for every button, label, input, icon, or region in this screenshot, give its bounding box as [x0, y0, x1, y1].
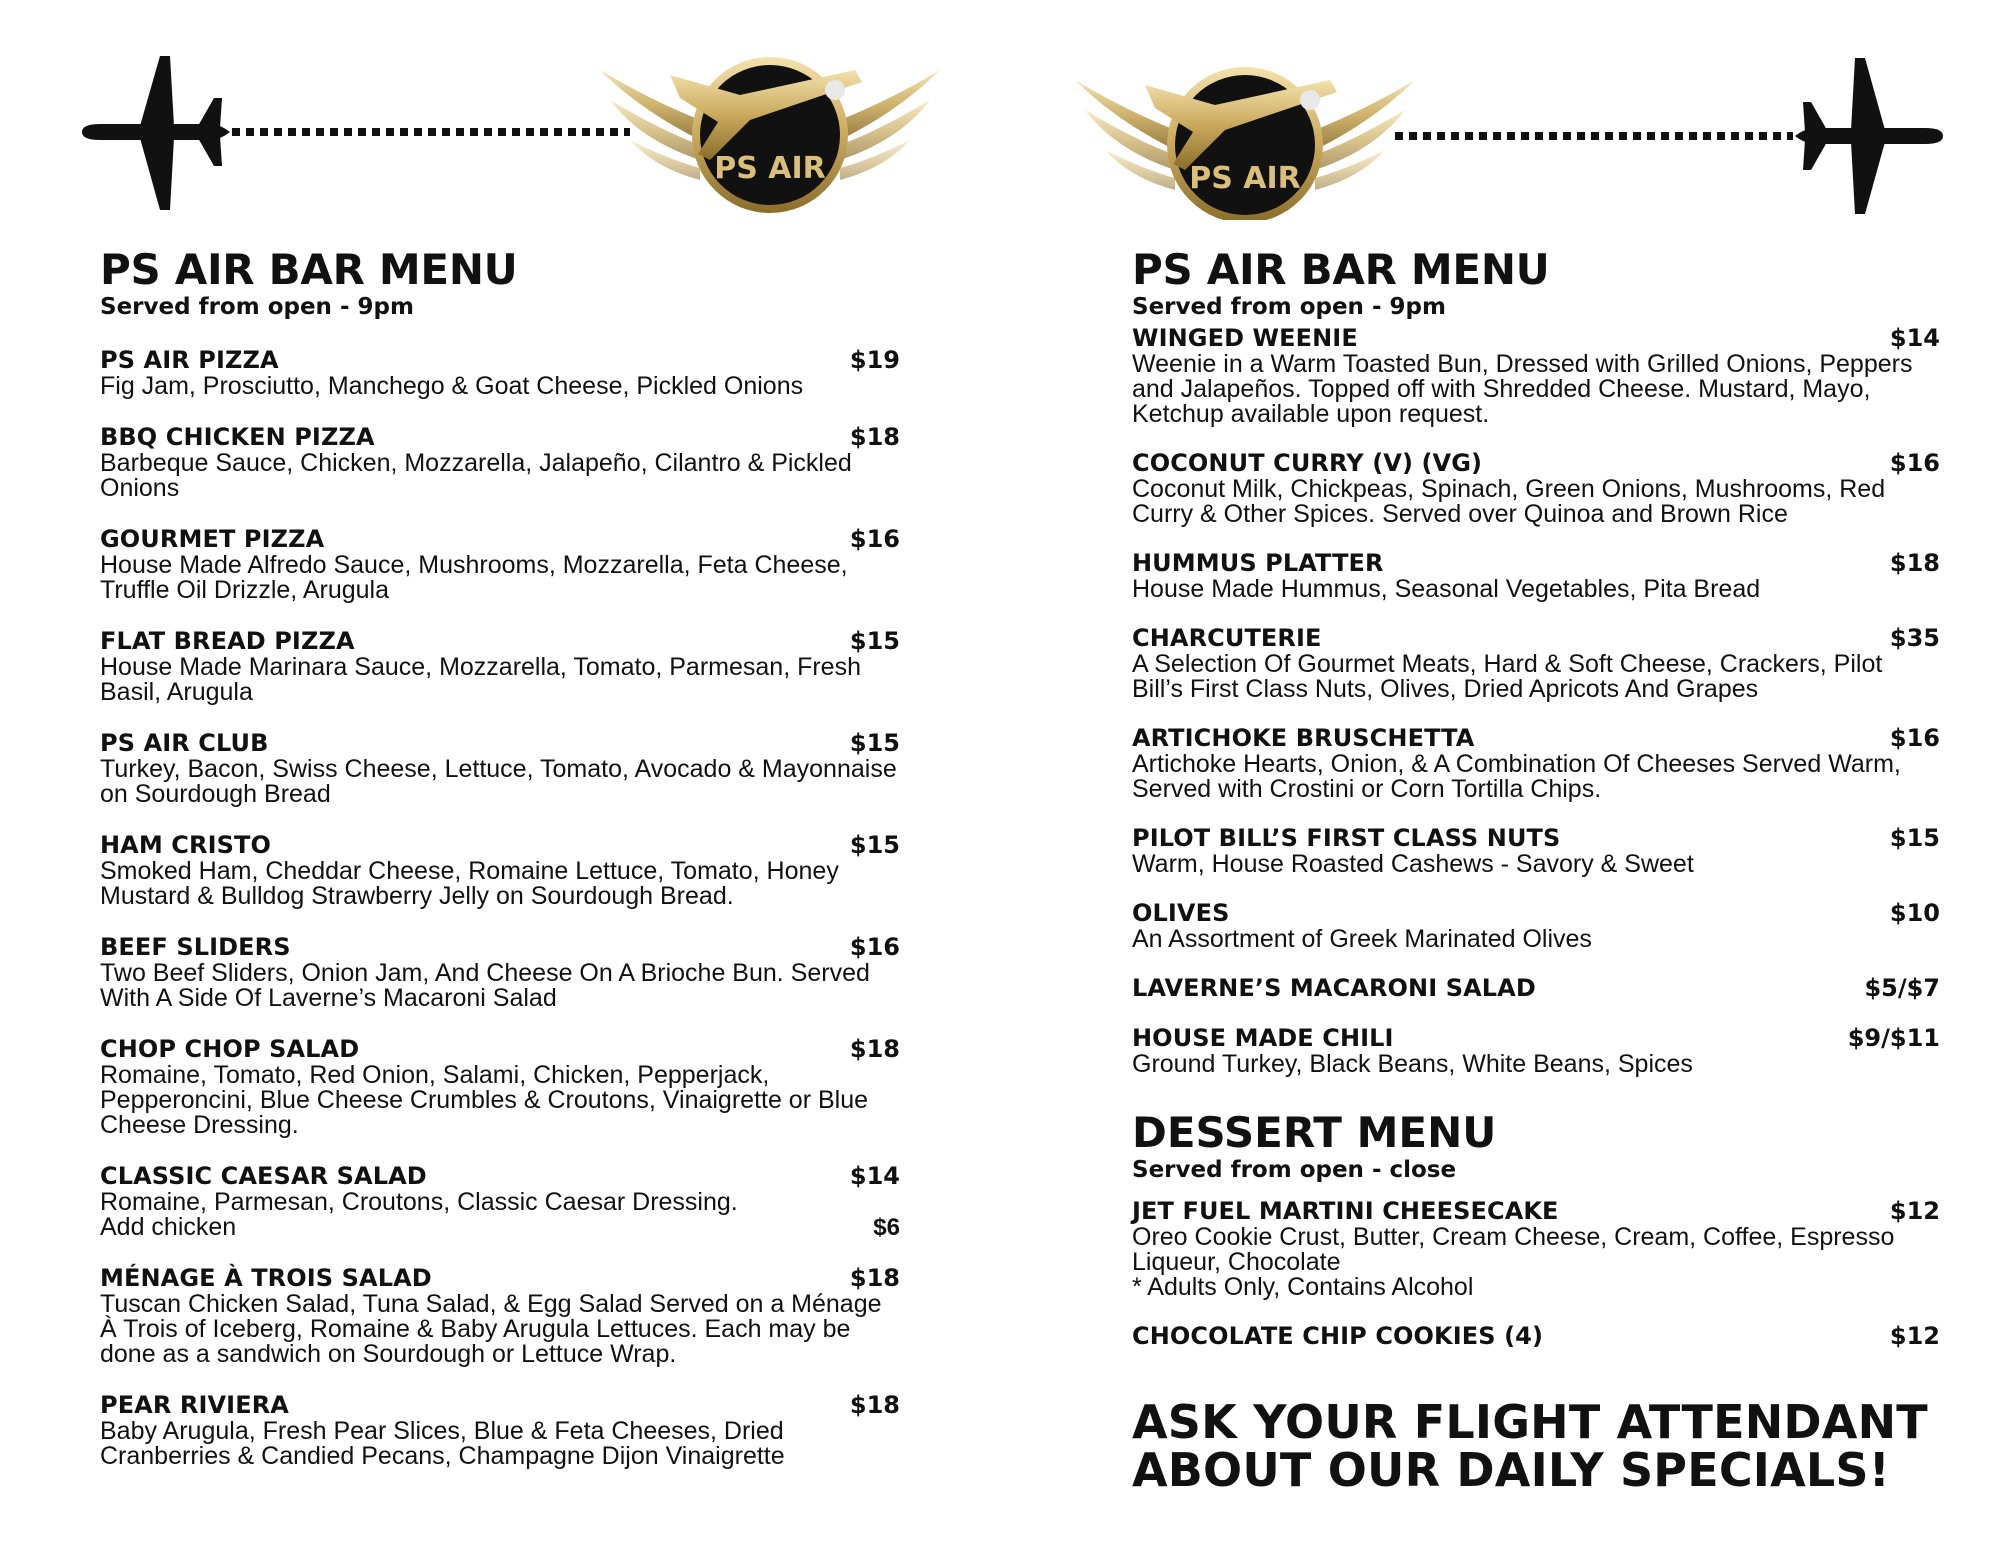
callout-line-2: ABOUT OUR DAILY SPECIALS!: [1132, 1443, 1890, 1498]
menu-item: [100, 933, 900, 1011]
svg-text:PS AIR: PS AIR: [1189, 161, 1301, 196]
menu-item: [1132, 1322, 1940, 1350]
menu-item: [100, 831, 900, 909]
menu-item-price: $9/$11: [1847, 1024, 1940, 1053]
menu-item-price: $12: [1889, 1322, 1940, 1351]
menu-item-price: $16: [849, 525, 900, 554]
dessert-items-list: [1132, 1197, 1940, 1350]
menu-item-name: CHARCUTERIE: [1132, 624, 1322, 653]
menu-item-price: $35: [1889, 624, 1940, 653]
menu-item-price: $14: [1889, 324, 1940, 353]
menu-item-description: Warm, House Roasted Cashews - Savory & Sweet: [1132, 850, 1694, 879]
menu-item-price: $15: [1889, 824, 1940, 853]
menu-item-name: BEEF SLIDERS: [100, 933, 291, 962]
menu-item-name: ARTICHOKE BRUSCHETTA: [1132, 724, 1475, 753]
menu-item-price: $16: [849, 933, 900, 962]
page-title: PS AIR BAR MENU: [100, 245, 518, 294]
menu-item-header: [100, 423, 900, 451]
menu-item: [1132, 324, 1940, 427]
menu-item-description: Ground Turkey, Black Beans, White Beans, Spices: [1132, 1050, 1693, 1079]
menu-item-name: JET FUEL MARTINI CHEESECAKE: [1132, 1197, 1559, 1226]
menu-item-header: [1132, 974, 1940, 1002]
menu-item: [100, 1162, 900, 1240]
menu-item-name: CHOP CHOP SALAD: [100, 1035, 360, 1064]
menu-item-name: PILOT BILL’S FIRST CLASS NUTS: [1132, 824, 1561, 853]
menu-item: [1132, 899, 1940, 952]
svg-text:PS AIR: PS AIR: [714, 151, 826, 186]
menu-item-header: [100, 1391, 900, 1419]
right-banner: [1065, 40, 1955, 220]
menu-item-description: House Made Hummus, Seasonal Vegetables, Pita Bread: [1132, 575, 1761, 604]
menu-item-note: * Adults Only, Contains Alcohol: [1132, 1273, 1474, 1302]
menu-item-description: Barbeque Sauce, Chicken, Mozzarella, Jalapeño, Cilantro & Pickled Onions: [100, 449, 852, 503]
ps-air-winged-logo: [600, 57, 940, 213]
left-menu-content: [100, 245, 900, 1471]
menu-item: [100, 1035, 900, 1138]
menu-item-name: PS AIR PIZZA: [100, 346, 279, 375]
menu-item-description: Romaine, Parmesan, Croutons, Classic Caesar Dressing.: [100, 1188, 738, 1217]
menu-item: [1132, 549, 1940, 602]
menu-item-price: $12: [1889, 1197, 1940, 1226]
menu-item-header: [1132, 899, 1940, 927]
menu-item-header: [100, 1162, 900, 1190]
menu-item-name: GOURMET PIZZA: [100, 525, 325, 554]
menu-item: [100, 1264, 900, 1367]
menu-item-price: $15: [849, 627, 900, 656]
right-menu-page: [1000, 0, 2000, 1545]
menu-item: [1132, 724, 1940, 802]
menu-item: [1132, 974, 1940, 1002]
menu-item-name: PEAR RIVIERA: [100, 1391, 289, 1420]
menu-item-header: [100, 1264, 900, 1292]
menu-item: [1132, 449, 1940, 527]
menu-item-price: $16: [1889, 724, 1940, 753]
menu-item-description: House Made Alfredo Sauce, Mushrooms, Mozzarella, Feta Cheese, Truffle Oil Drizzle, Arugula: [100, 551, 848, 605]
menu-item-description: Weenie in a Warm Toasted Bun, Dressed with Grilled Onions, Peppers and Jalapeños. Topped off with Shredded Cheese. Mustard, Mayo, Ketchup available upon request.: [1132, 350, 1913, 429]
menu-item-price: $10: [1889, 899, 1940, 928]
menu-item-description: Smoked Ham, Cheddar Cheese, Romaine Lettuce, Tomato, Honey Mustard & Bulldog Strawberry Jelly on Sourdough Bread.: [100, 857, 839, 911]
menu-item-header: [100, 525, 900, 553]
menu-item-name: CLASSIC CAESAR SALAD: [100, 1162, 427, 1191]
menu-item-name: BBQ CHICKEN PIZZA: [100, 423, 375, 452]
served-hours: Served from open - 9pm: [1132, 294, 1446, 321]
menu-item-price: $19: [849, 346, 900, 375]
daily-specials-callout: [1132, 1395, 1940, 1498]
menu-item-price: $18: [849, 1391, 900, 1420]
page-title: PS AIR BAR MENU: [1132, 245, 1550, 294]
dessert-served-hours: Served from open - close: [1132, 1157, 1457, 1184]
menu-item-header: [1132, 824, 1940, 852]
menu-item-description: Fig Jam, Prosciutto, Manchego & Goat Cheese, Pickled Onions: [100, 372, 804, 401]
callout-line-1: ASK YOUR FLIGHT ATTENDANT: [1132, 1395, 1928, 1450]
served-hours: Served from open - 9pm: [100, 294, 414, 321]
menu-item-description: A Selection Of Gourmet Meats, Hard & Soft Cheese, Crackers, Pilot Bill’s First Class Nuts, Olives, Dried Apricots And Grapes: [1132, 650, 1883, 704]
menu-item-header: [100, 346, 900, 374]
menu-item-header: [1132, 624, 1940, 652]
menu-item: [100, 346, 900, 399]
menu-item-price: $18: [849, 423, 900, 452]
menu-item: [1132, 1197, 1940, 1300]
menu-item-header: [1132, 324, 1940, 352]
addon-label: Add chicken: [100, 1213, 237, 1242]
menu-item-description: Oreo Cookie Crust, Butter, Cream Cheese, Cream, Coffee, Espresso Liqueur, Chocolate: [1132, 1223, 1895, 1277]
menu-item-name: COCONUT CURRY (V) (VG): [1132, 449, 1483, 478]
menu-item-name: HUMMUS PLATTER: [1132, 549, 1384, 578]
menu-item-header: [1132, 1322, 1940, 1350]
menu-item-header: [100, 627, 900, 655]
menu-item-description: An Assortment of Greek Marinated Olives: [1132, 925, 1592, 954]
menu-item: [1132, 1024, 1940, 1077]
menu-item-header: [100, 729, 900, 757]
right-items-list: [1132, 324, 1940, 1077]
menu-item-price: $14: [849, 1162, 900, 1191]
menu-item-name: OLIVES: [1132, 899, 1230, 928]
menu-item-header: [1132, 1024, 1940, 1052]
menu-item-name: FLAT BREAD PIZZA: [100, 627, 355, 656]
menu-item-description: Romaine, Tomato, Red Onion, Salami, Chicken, Pepperjack, Pepperoncini, Blue Cheese Crumbles & Croutons, Vinaigrette or Blue Cheese Dressing.: [100, 1061, 869, 1140]
menu-item: [100, 423, 900, 501]
left-banner: [70, 40, 950, 220]
menu-item-description: Turkey, Bacon, Swiss Cheese, Lettuce, Tomato, Avocado & Mayonnaise on Sourdough Bread: [100, 755, 897, 809]
ps-air-winged-logo: [1075, 67, 1415, 220]
menu-item: [1132, 624, 1940, 702]
menu-item-price: $18: [1889, 549, 1940, 578]
menu-item-description: Artichoke Hearts, Onion, & A Combination Of Cheeses Served Warm, Served with Crostini or Corn Tortilla Chips.: [1132, 750, 1901, 804]
menu-item-header: [1132, 724, 1940, 752]
addon-price: $6: [873, 1214, 900, 1242]
menu-item-header: [1132, 1197, 1940, 1225]
menu-item-header: [1132, 549, 1940, 577]
menu-item: [100, 525, 900, 603]
menu-item-price: $15: [849, 831, 900, 860]
menu-item-header: [100, 1035, 900, 1063]
menu-item-price: $16: [1889, 449, 1940, 478]
menu-item-description: Baby Arugula, Fresh Pear Slices, Blue & Feta Cheeses, Dried Cranberries & Candied Pecans, Champagne Dijon Vinaigrette: [100, 1417, 785, 1471]
menu-item-name: HOUSE MADE CHILI: [1132, 1024, 1394, 1053]
airplane-silhouette-icon: [1795, 58, 1943, 214]
airplane-silhouette-icon: [82, 56, 230, 210]
menu-item: [100, 729, 900, 807]
menu-item-name: MÉNAGE À TROIS SALAD: [100, 1264, 432, 1293]
menu-item-name: CHOCOLATE CHIP COOKIES (4): [1132, 1322, 1544, 1351]
menu-item-price: $5/$7: [1864, 974, 1940, 1003]
menu-item-addon: [100, 1215, 900, 1240]
menu-item: [100, 627, 900, 705]
right-menu-content: [1132, 245, 1940, 1498]
menu-item-name: WINGED WEENIE: [1132, 324, 1358, 353]
menu-item-header: [1132, 449, 1940, 477]
menu-item: [1132, 824, 1940, 877]
dessert-title: DESSERT MENU: [1132, 1108, 1497, 1158]
menu-item-description: Tuscan Chicken Salad, Tuna Salad, & Egg Salad Served on a Ménage À Trois of Iceberg, Romaine & Baby Arugula Lettuces. Each may be done as a sandwich on Sourdough or Lettuce Wrap.: [100, 1290, 882, 1369]
menu-item-price: $15: [849, 729, 900, 758]
menu-item-description: Coconut Milk, Chickpeas, Spinach, Green Onions, Mushrooms, Red Curry & Other Spices. Served over Quinoa and Brown Rice: [1132, 475, 1886, 529]
menu-item-name: LAVERNE’S MACARONI SALAD: [1132, 974, 1536, 1003]
menu-item-header: [100, 831, 900, 859]
menu-item-price: $18: [849, 1264, 900, 1293]
menu-item-price: $18: [849, 1035, 900, 1064]
menu-item-name: PS AIR CLUB: [100, 729, 269, 758]
menu-item-header: [100, 933, 900, 961]
left-items-list: [100, 346, 900, 1469]
menu-item: [100, 1391, 900, 1469]
menu-item-name: HAM CRISTO: [100, 831, 271, 860]
menu-item-description: House Made Marinara Sauce, Mozzarella, Tomato, Parmesan, Fresh Basil, Arugula: [100, 653, 861, 707]
menu-item-description: Two Beef Sliders, Onion Jam, And Cheese On A Brioche Bun. Served With A Side Of Laverne’s Macaroni Salad: [100, 959, 870, 1013]
